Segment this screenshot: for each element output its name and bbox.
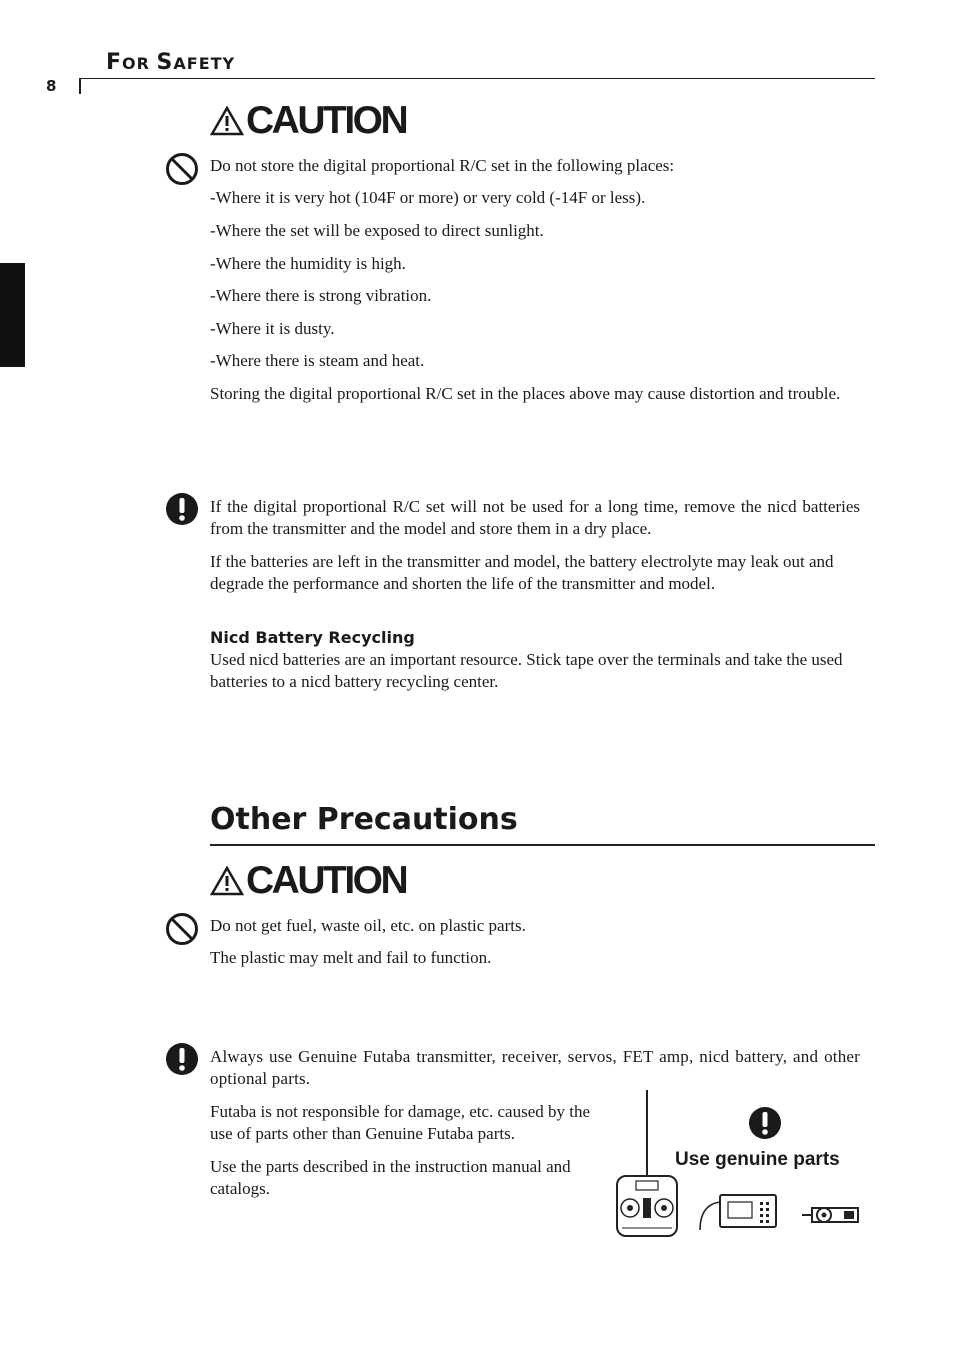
mandatory-icon [748, 1106, 782, 1140]
storage-place: -Where it is dusty. [210, 319, 335, 338]
header-tick [79, 78, 81, 94]
genuine-note: Futaba is not responsible for damage, etc. caused by the use of parts other than Genuine Futaba parts. [210, 1102, 591, 1143]
mandatory-icon [165, 492, 199, 526]
storage-intro: Do not store the digital proportional R/C set in the following places: [210, 156, 675, 175]
storage-place: -Where the set will be exposed to direct sunlight. [210, 221, 544, 240]
caution-heading: CAUTION [210, 101, 406, 141]
fuel-instruction: Do not get fuel, waste oil, etc. on plastic parts. [210, 916, 526, 935]
page-number: 8 [46, 77, 57, 95]
recycling-text: Used nicd batteries are an important resource. Stick tape over the terminals and take the used batteries to a nicd battery recycling center. [210, 650, 843, 691]
receiver-illustration [696, 1192, 780, 1232]
genuine-instruction: Always use Genuine Futaba transmitter, receiver, servos, FET amp, nicd battery, and other optional parts. [210, 1047, 860, 1088]
prohibited-icon [165, 912, 199, 946]
header-rule [80, 78, 875, 79]
genuine-note: Use the parts described in the instruction manual and catalogs. [210, 1157, 571, 1198]
caution-heading: CAUTION [210, 861, 406, 901]
use-genuine-parts-label: Use genuine parts [675, 1149, 840, 1170]
warning-triangle-icon [210, 866, 244, 896]
recycling-title: Nicd Battery Recycling [210, 628, 415, 647]
storage-place: -Where it is very hot (104F or more) or very cold (-14F or less). [210, 188, 646, 207]
fuel-consequence: The plastic may melt and fail to function. [210, 948, 492, 967]
mandatory-icon [165, 1042, 199, 1076]
prohibited-icon [165, 152, 199, 186]
transmitter-illustration [612, 1088, 682, 1240]
chapter-tab [0, 263, 25, 367]
title-rule [210, 844, 875, 846]
storage-consequence: Storing the digital proportional R/C set in the places above may cause distortion and trouble. [210, 384, 841, 403]
storage-place: -Where the humidity is high. [210, 254, 406, 273]
storage-place: -Where there is steam and heat. [210, 351, 425, 370]
servo-illustration [802, 1202, 860, 1228]
warning-triangle-icon [210, 106, 244, 136]
storage-place: -Where there is strong vibration. [210, 286, 432, 305]
section-title: FOR SAFETY [106, 50, 236, 75]
battery-consequence: If the batteries are left in the transmitter and model, the battery electrolyte may leak out and degrade the performance and shorten the life of the transmitter and model. [210, 552, 834, 593]
battery-instruction: If the digital proportional R/C set will not be used for a long time, remove the nicd batteries from the transmitter and the model and store them in a dry place. [210, 497, 860, 538]
other-precautions-title: Other Precautions [210, 802, 518, 837]
